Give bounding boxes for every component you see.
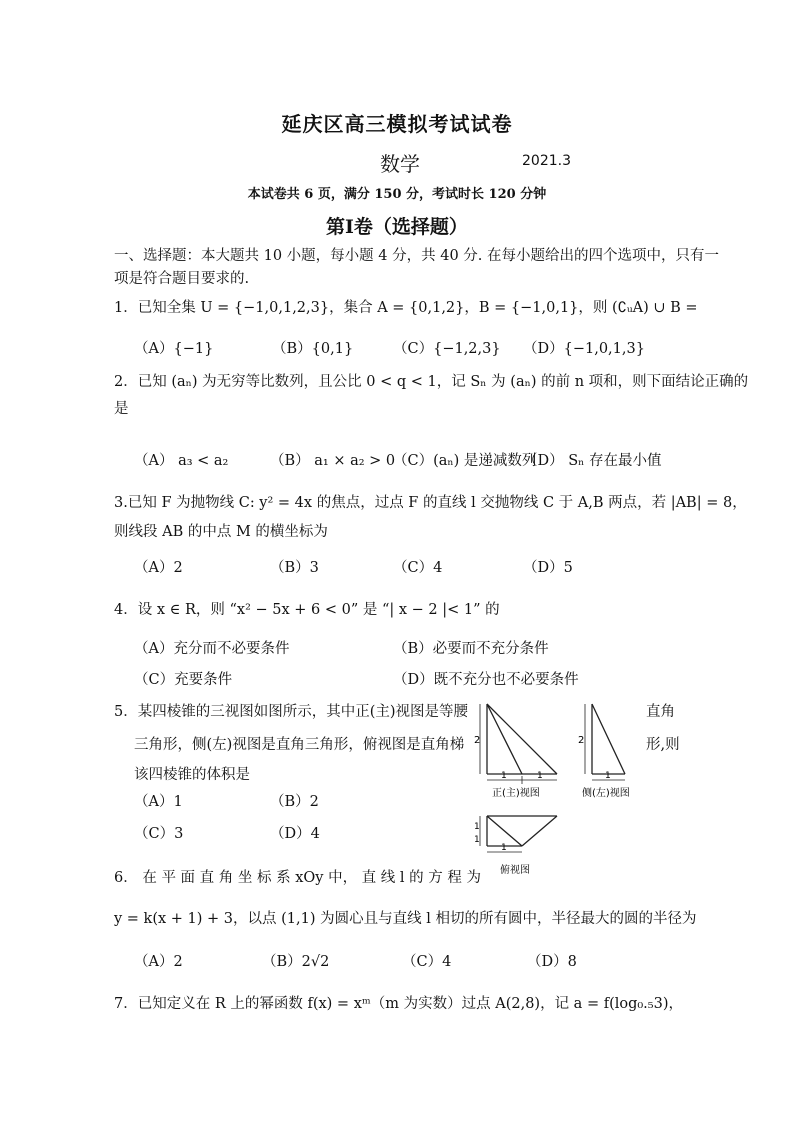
part-heading: 第Ⅰ卷（选择题） (326, 216, 468, 238)
q5-stem-line2-tail: 形,则 (646, 737, 680, 753)
q5-stem-line1-tail: 直角 (646, 704, 675, 720)
q1-option-c: （C）{−1,2,3} (393, 341, 501, 357)
q6-stem-line1: 6． 在 平 面 直 角 坐 标 系 xOy 中， 直 线 l 的 方 程 为 (114, 870, 481, 886)
top-view-diagram (480, 816, 557, 852)
q4-option-c: （C）充要条件 (134, 672, 233, 688)
q5-option-a: （A）1 (134, 794, 183, 810)
exam-date: 2021.3 (522, 153, 571, 169)
front-view-width-label-left: 1 (501, 771, 507, 781)
q6-option-b: （B）2√2 (262, 954, 330, 970)
q2-option-b: （B） a₁ × a₂ > 0 (270, 453, 396, 469)
q2-stem-line2: 是 (114, 401, 129, 417)
q5-three-view-figure (470, 696, 660, 880)
q2-option-c: （C）(aₙ) 是递减数列 (393, 453, 537, 469)
q5-stem-line3: 该四棱锥的体积是 (134, 767, 250, 783)
q2-option-a: （A） a₃ < a₂ (134, 453, 229, 469)
q3-option-d: （D）5 (523, 560, 573, 576)
q1-option-b: （B）{0,1} (272, 341, 354, 357)
front-view-height-label: 2 (474, 735, 481, 746)
instructions-line1: 一、选择题：本大题共 10 小题，每小题 4 分，共 40 分. 在每小题给出的四个选项中，只有一 (114, 248, 719, 264)
q3-option-b: （B）3 (270, 560, 319, 576)
subject-label: 数学 (380, 152, 420, 176)
q5-stem-line2: 三角形，侧(左)视图是直角三角形，俯视图是直角梯 (134, 737, 465, 753)
q5-option-d: （D）4 (270, 826, 320, 842)
q1-option-a: （A）{−1} (134, 341, 214, 357)
exam-title: 延庆区高三模拟考试试卷 (281, 112, 513, 136)
q3-option-c: （C）4 (393, 560, 443, 576)
q4-option-a: （A）充分而不必要条件 (134, 641, 290, 657)
q6-stem-line2: y = k(x + 1) + 3，以点 (1,1) 为圆心且与直线 l 相切的所有圆中，半径最大的圆的半径为 (114, 911, 697, 927)
q3-stem-line2: 则线段 AB 的中点 M 的横坐标为 (114, 524, 328, 540)
instructions-line2: 项是符合题目要求的. (114, 271, 250, 287)
q4-option-d: （D）既不充分也不必要条件 (393, 672, 579, 688)
q6-option-c: （C）4 (402, 954, 452, 970)
side-view-caption: 侧(左)视图 (582, 788, 630, 799)
q7-stem: 7．已知定义在 R 上的幂函数 f(x) = xᵐ（m 为实数）过点 A(2,8)，记 a = f(log₀.₅3)， (114, 996, 683, 1012)
side-view-diagram (585, 704, 625, 780)
exam-note: 本试卷共 6 页，满分 150 分，考试时长 120 分钟 (247, 187, 547, 202)
q3-stem-line1: 3.已知 F 为抛物线 C: y² = 4x 的焦点，过点 F 的直线 l 交抛物线 C 于 A,B 两点，若 |AB| = 8， (114, 495, 747, 511)
front-view-diagram (480, 704, 557, 784)
side-view-width-label: 1 (605, 771, 611, 781)
q3-option-a: （A）2 (134, 560, 183, 576)
q2-stem-line1: 2．已知 (aₙ) 为无穷等比数列，且公比 0 < q < 1，记 Sₙ 为 (aₙ) 的前 n 项和，则下面结论正确的 (114, 374, 749, 390)
q5-stem-line1: 5．某四棱锥的三视图如图所示，其中正(主)视图是等腰 (114, 704, 469, 720)
q5-option-c: （C）3 (134, 826, 184, 842)
q6-option-a: （A）2 (134, 954, 183, 970)
top-view-height-label-lower: 1 (474, 835, 480, 845)
q5-option-b: （B）2 (270, 794, 319, 810)
side-view-height-label: 2 (578, 735, 585, 746)
q2-option-d: （D） Sₙ 存在最小值 (523, 453, 662, 469)
top-view-width-label: 1 (501, 843, 507, 853)
q6-option-d: （D）8 (527, 954, 577, 970)
top-view-caption: 俯视图 (500, 865, 530, 876)
q1-stem: 1．已知全集 U = {−1,0,1,2,3}，集合 A = {0,1,2}，B = {−1,0,1}，则 (∁ᵤA) ∪ B = (114, 300, 698, 316)
q1-option-d: （D）{−1,0,1,3} (523, 341, 645, 357)
front-view-width-label-right: 1 (537, 771, 543, 781)
front-view-caption: 正(主)视图 (492, 788, 540, 799)
top-view-height-label-upper: 1 (474, 822, 480, 832)
q4-stem: 4．设 x ∈ R，则 “x² − 5x + 6 < 0” 是 “| x − 2 |< 1” 的 (114, 602, 500, 618)
q4-option-b: （B）必要而不充分条件 (393, 641, 549, 657)
